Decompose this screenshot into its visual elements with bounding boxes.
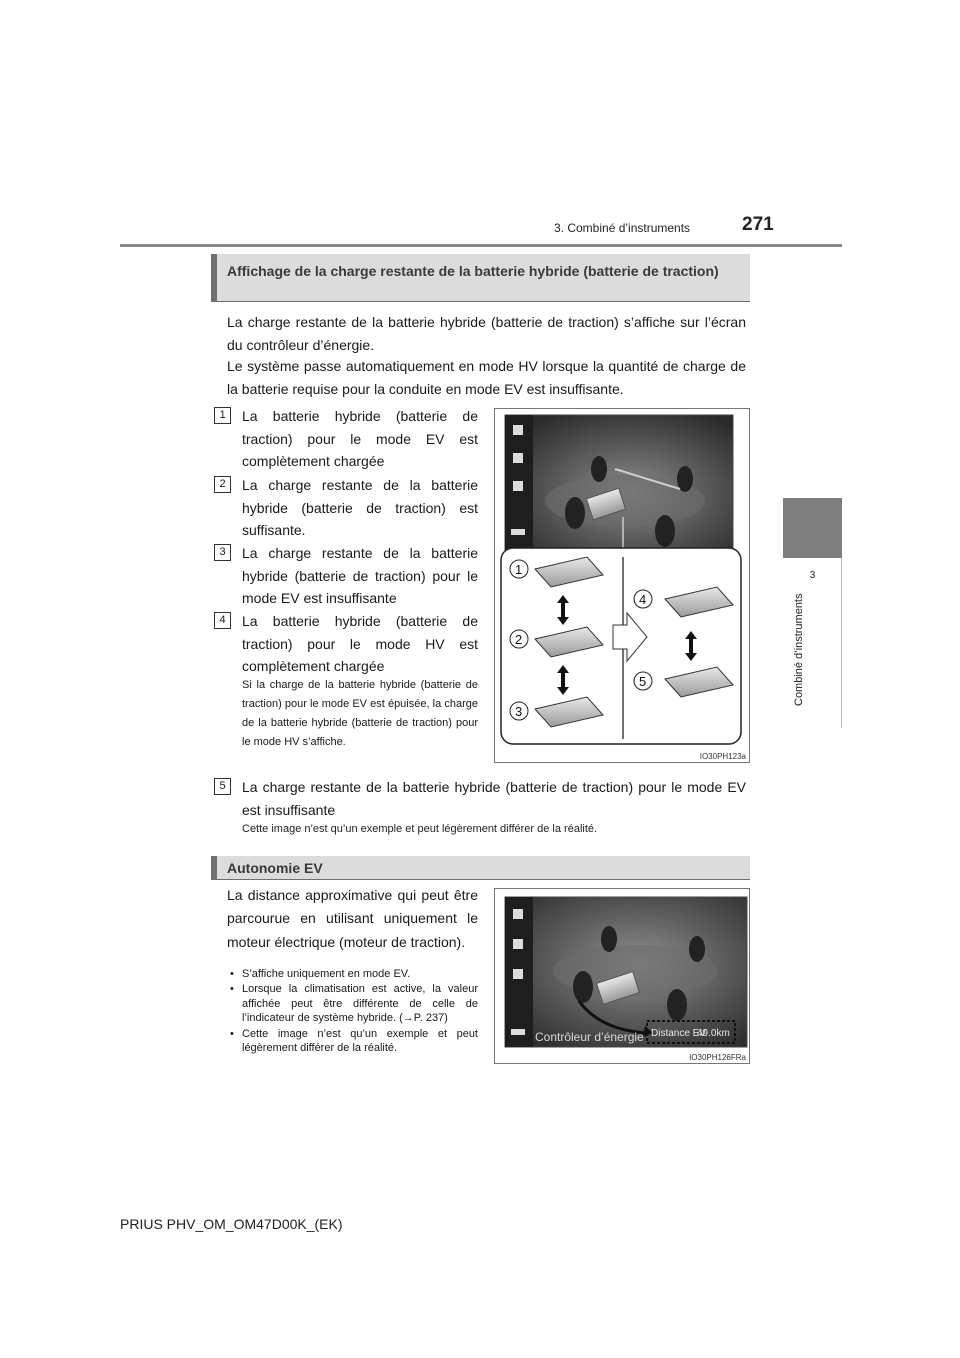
paragraph-ev-range: La distance approximative qui peut être parcourue en utilisant uniquement le moteur électrique (moteur de traction).: [227, 887, 478, 950]
callout-3: 3: [515, 704, 523, 719]
page-number: 271: [742, 214, 774, 235]
item-text: La batterie hybride (batterie de traction) pour le mode HV est complètement chargée: [242, 613, 478, 674]
chapter-tab-number: 3: [809, 570, 816, 581]
document-code: PRIUS PHV_OM_OM47D00K_(EK): [120, 1216, 343, 1232]
chapter-title: 3. Combiné d’instruments: [554, 221, 691, 235]
figure-code: IO30PH123a: [699, 752, 746, 761]
callout-5: 5: [639, 674, 647, 689]
figure-code: IO30PH126FRa: [689, 1053, 746, 1062]
item-number-badge: 4: [214, 612, 231, 629]
item-text: La batterie hybride (batterie de traction) pour le mode EV est complètement chargée: [242, 408, 478, 469]
paragraph-hv-switch: Le système passe automatiquement en mode HV lorsque la quantité de charge de la batterie requise pour la conduite en mode EV est insuffisante.: [227, 358, 746, 397]
item-number-badge: 2: [214, 476, 231, 493]
item-number-badge: 1: [214, 407, 231, 424]
section-heading-battery-charge: Affichage de la charge restante de la batterie hybride (batterie de traction): [211, 254, 750, 302]
paragraph-intro: La charge restante de la batterie hybride (batterie de traction) s’affiche sur l’écran du contrôleur d’énergie.: [227, 314, 746, 353]
screen-title: Contrôleur d’énergie: [535, 1030, 644, 1044]
callout-1: 1: [515, 562, 523, 577]
list-item: • Cette image n’est qu’un exemple et peut légèrement différer de la réalité.: [230, 1027, 478, 1056]
callout-2: 2: [515, 632, 523, 647]
callout-4: 4: [639, 592, 647, 607]
battery-charge-figure: [494, 408, 750, 763]
item-number-badge: 3: [214, 544, 231, 561]
list-item: • S’affiche uniquement en mode EV.: [230, 967, 478, 981]
chapter-tab-label-text: Combiné d’instruments: [793, 593, 805, 706]
image-disclaimer: Cette image n’est qu’un exemple et peut légèrement différer de la réalité.: [242, 823, 598, 835]
item-text: La charge restante de la batterie hybride (batterie de traction) pour le mode EV est insuffisante: [242, 545, 478, 606]
ev-range-value: 49.0km: [697, 1028, 730, 1039]
list-item: • Lorsque la climatisation est active, la valeur affichée peut être différente de celle de l’indicateur de système hybride. (→P. 237): [230, 982, 478, 1025]
item-text: La charge restante de la batterie hybride (batterie de traction) est suffisante.: [242, 477, 478, 538]
tab-divider: [841, 558, 842, 728]
item-number-badge: 5: [214, 778, 231, 795]
ev-range-figure: [494, 888, 750, 1064]
ev-range-notes: [230, 967, 478, 1056]
battery-charge-illustration: [495, 409, 749, 762]
section-heading-ev-range: Autonomie EV: [211, 856, 750, 880]
item-4-note: Si la charge de la batterie hybride (batterie de traction) pour le mode EV est épuisée, la charge de la batterie hybride (batterie de traction) pour le mode HV s’affiche.: [242, 679, 478, 748]
item-text: La charge restante de la batterie hybride (batterie de traction) pour le mode EV est insuffisante: [242, 779, 746, 818]
ev-range-illustration: [495, 889, 749, 1063]
ev-range-label: Distance EV: [651, 1028, 707, 1039]
header-rule: [120, 244, 842, 247]
chapter-tab-label: [790, 566, 810, 706]
chapter-tab: [783, 498, 842, 558]
